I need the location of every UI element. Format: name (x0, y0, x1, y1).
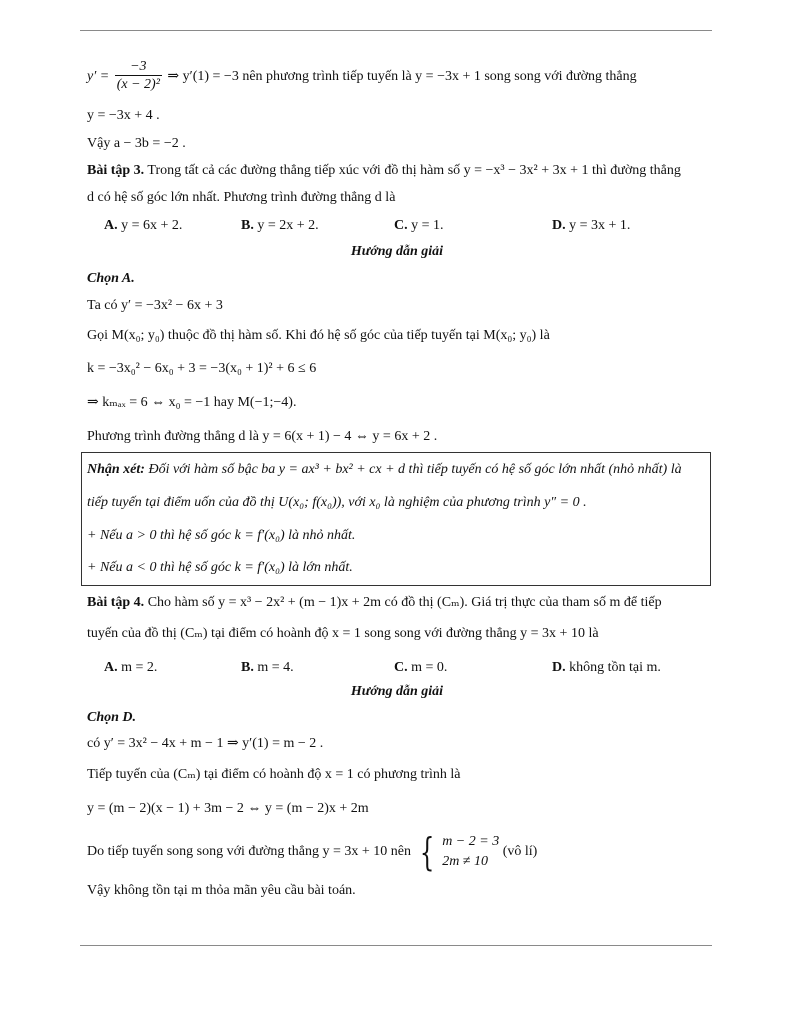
exercise4-text: Cho hàm số y = x³ − 2x² + (m − 1)x + 2m có đồ thị (Cₘ). Giá trị thực của tham số m để tiếp (144, 595, 662, 610)
bt3-option-c: C. y = 1. (394, 218, 444, 233)
derivative-line (87, 57, 707, 97)
tangent-equation-2: y = (m − 2)(x − 1) + 3m − 2 ⇔ y = (m − 2)x + 2m (87, 801, 369, 816)
exercise3-text: Trong tất cả các đường thẳng tiếp xúc với đồ thị hàm số y = −x³ − 3x² + 3x + 1 thì đường thẳng (144, 163, 681, 178)
remark-line-4: + Nếu a < 0 thì hệ số góc k = f′(x₀) là lớn nhất. (87, 560, 353, 575)
parallel-line-eq: y = −3x + 4 . (87, 108, 160, 123)
bt3-option-d: D. y = 3x + 1. (552, 218, 631, 233)
answer-choice-d: Chọn D. (87, 710, 137, 725)
remark-line-2: tiếp tuyến tại điểm uốn của đồ thị U(x₀; f(x₀)), với x₀ là nghiệm của phương trình y″ = 0 . (87, 495, 587, 510)
bt3-option-a: A. y = 6x + 2. (104, 218, 183, 233)
bt4-option-b: B. m = 4. (241, 660, 294, 675)
tangent-equation: Phương trình đường thẳng d là y = 6(x + 1) − 4 ⇔ y = 6x + 2 . (87, 429, 438, 444)
derivative-expression: Ta có y′ = −3x² − 6x + 3 (87, 298, 223, 313)
exercise4-statement (87, 594, 707, 612)
derivative-conclusion: ⇒ y′(1) = −3 nên phương trình tiếp tuyến là y = −3x + 1 song song với đường thẳng (167, 69, 637, 84)
result-line: Vậy a − 3b = −2 . (87, 136, 186, 151)
remark-line-3: + Nếu a > 0 thì hệ số góc k = f′(x₀) là nhỏ nhất. (87, 528, 356, 543)
footer-rule (80, 945, 712, 946)
bt4-option-a: A. m = 2. (104, 660, 158, 675)
conclusion-line: Vậy không tồn tại m thỏa mãn yêu cầu bài toán. (87, 883, 356, 898)
bt3-option-b: B. y = 2x + 2. (241, 218, 319, 233)
exercise4-text-cont: tuyến của đồ thị (Cₘ) tại điểm có hoành độ x = 1 song song với đường thẳng y = 3x + 10 là (87, 626, 599, 641)
contradiction-note: (vô lí) (502, 844, 538, 860)
system-row-1: m − 2 = 3 (442, 833, 500, 849)
remark-label: Nhận xét: (87, 462, 145, 477)
exercise3-text-cont: d có hệ số góc lớn nhất. Phương trình đường thẳng d là (87, 190, 396, 205)
equation-system (415, 830, 500, 874)
answer-choice-a: Chọn A. (87, 271, 135, 286)
header-rule (80, 30, 712, 31)
solution-heading-2: Hướng dẫn giải (350, 684, 444, 699)
bt4-option-c: C. m = 0. (394, 660, 448, 675)
solution-heading-1: Hướng dẫn giải (350, 244, 444, 259)
system-brace: { (419, 829, 434, 874)
fraction-denominator: (x − 2)² (116, 77, 160, 93)
max-slope-line: ⇒ kₘₐₓ = 6 ⇔ x₀ = −1 hay M(−1;−4). (87, 395, 297, 410)
derivative-lhs: y′ = (87, 69, 110, 84)
bt4-option-d: D. không tồn tại m. (552, 660, 661, 675)
slope-expression: k = −3x₀² − 6x₀ + 3 = −3(x₀ + 1)² + 6 ≤ 6 (87, 361, 317, 376)
parallel-condition-text: Do tiếp tuyến song song với đường thẳng y = 3x + 10 nên (87, 844, 411, 860)
derivative-expression-2: có y′ = 3x² − 4x + m − 1 ⇒ y′(1) = m − 2 . (87, 736, 324, 751)
remark-line-1 (87, 461, 707, 479)
parallel-condition-line (87, 830, 707, 874)
derivative-fraction (115, 59, 162, 94)
system-row-2: 2m ≠ 10 (442, 853, 488, 869)
exercise3-label: Bài tập 3. (87, 163, 145, 178)
exercise3-statement (87, 162, 707, 180)
remark-text: Đối với hàm số bậc ba y = ax³ + bx² + cx + d thì tiếp tuyến có hệ số góc lớn nhất (nhỏ nhất) là (144, 462, 682, 477)
fraction-numerator: −3 (115, 59, 162, 76)
point-statement: Gọi M(x₀; y₀) thuộc đồ thị hàm số. Khi đó hệ số góc của tiếp tuyến tại M(x₀; y₀) là (87, 328, 550, 343)
tangent-statement: Tiếp tuyến của (Cₘ) tại điểm có hoành độ x = 1 có phương trình là (87, 767, 461, 782)
exercise4-label: Bài tập 4. (87, 595, 145, 610)
